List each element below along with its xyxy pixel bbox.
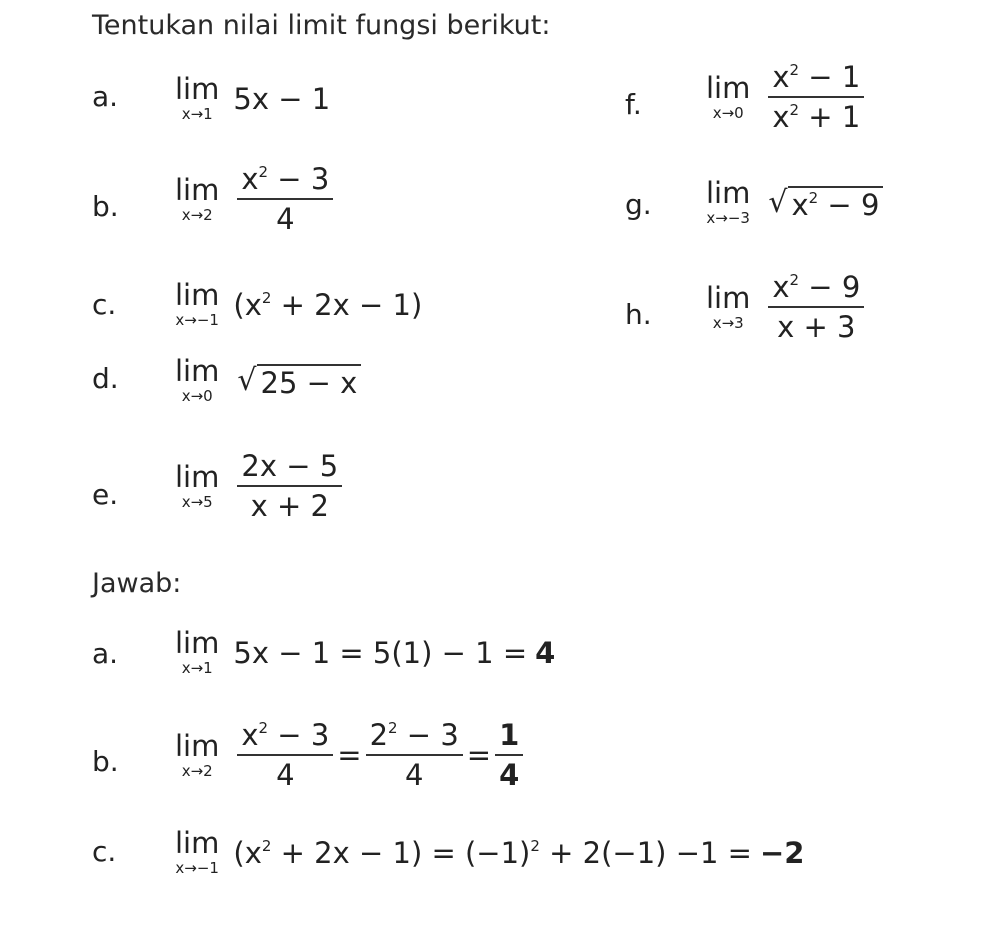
question-g-label: g. [625, 188, 652, 221]
question-b [175, 160, 337, 238]
denominator: 4 [499, 758, 520, 792]
limit-subscript: x→3 [712, 313, 744, 332]
answer-b-result [495, 716, 523, 794]
fraction [237, 160, 333, 238]
fraction [366, 716, 463, 794]
limit-operator: lim x→3 [706, 280, 751, 332]
limit-operator: lim x→−1 [175, 278, 220, 329]
fraction [237, 447, 342, 525]
equals-sign: = [466, 738, 492, 772]
denominator: 4 [276, 202, 295, 236]
limit-subscript: x→1 [181, 659, 213, 677]
limit-subscript: x→2 [181, 761, 213, 780]
question-a-label: a. [92, 80, 119, 113]
answer-c-expression: $(x^2 + 2x - 1) = (-1)^2 + 2(-1) -1$ = [233, 835, 752, 870]
numerator: 1 [499, 718, 520, 752]
limit-operator: lim x→1 [175, 72, 220, 123]
answer-b [175, 716, 527, 794]
question-e [175, 447, 346, 525]
question-f [706, 58, 868, 136]
limit-subscript: x→1 [181, 105, 213, 123]
fraction [768, 58, 864, 136]
limit-operator: lim x→0 [175, 354, 220, 405]
limit-subscript: x→0 [712, 103, 744, 122]
question-b-label: b. [92, 190, 119, 223]
answer-a-expression: 5x − 1 = 5(1) − 1 = [233, 635, 528, 670]
answer-a-label: a. [92, 637, 119, 670]
denominator: $x^2 + 1$ [772, 100, 861, 134]
question-a-expression: 5x − 1 [233, 81, 331, 116]
denominator: 4 [404, 758, 424, 792]
limit-operator: lim x→1 [175, 626, 220, 677]
equals-sign: = [337, 738, 362, 772]
denominator: 4 [276, 758, 295, 792]
question-h-label: h. [625, 298, 652, 331]
numerator: $x^2 - 1$ [772, 60, 861, 94]
question-d-label: d. [92, 362, 119, 395]
limit-subscript: x→−1 [175, 311, 219, 329]
answer-c-label: c. [92, 835, 117, 868]
question-f-label: f. [625, 88, 642, 121]
limit-operator: lim x→0 [706, 70, 751, 122]
question-h [706, 268, 868, 346]
numerator: $2^2 - 3$ [369, 718, 459, 752]
limit-subscript: x→5 [181, 492, 213, 511]
question-c [175, 280, 422, 329]
limit-operator: lim x→5 [175, 459, 220, 511]
answer-a-result: 4 [535, 635, 556, 670]
numerator: $x^2 - 3$ [241, 162, 330, 196]
answer-heading: Jawab: [92, 568, 182, 599]
denominator: x + 2 [250, 489, 329, 523]
limit-subscript: x→2 [181, 205, 213, 224]
question-e-label: e. [92, 478, 119, 511]
page-title: Tentukan nilai limit fungsi berikut: [92, 10, 551, 41]
answer-b-label: b. [92, 745, 119, 778]
limit-operator: lim x→2 [175, 728, 220, 780]
answer-c [175, 828, 804, 877]
numerator: $x^2 - 9$ [772, 270, 861, 304]
limit-operator: lim x→−1 [175, 826, 220, 877]
limit-subscript: x→−3 [706, 209, 750, 227]
limit-subscript: x→0 [181, 387, 213, 405]
numerator: $x^2 - 3$ [241, 718, 330, 752]
denominator: x + 3 [777, 310, 856, 344]
question-c-label: c. [92, 288, 117, 321]
limit-operator: lim x→−3 [706, 176, 751, 227]
question-d [175, 356, 361, 405]
fraction [768, 268, 864, 346]
square-root: √ $x^2 - 9$ [768, 184, 883, 222]
fraction [237, 716, 333, 794]
numerator: 2x − 5 [241, 449, 339, 483]
limit-subscript: x→−1 [175, 859, 219, 877]
question-c-expression: $(x^2 + 2x - 1)$ [233, 287, 423, 322]
question-a [175, 74, 330, 123]
square-root: √ 25 − x [237, 362, 361, 400]
answer-a [175, 628, 555, 677]
answer-c-result: −2 [759, 835, 805, 870]
limit-operator: lim x→2 [175, 172, 220, 224]
question-g [706, 178, 883, 227]
